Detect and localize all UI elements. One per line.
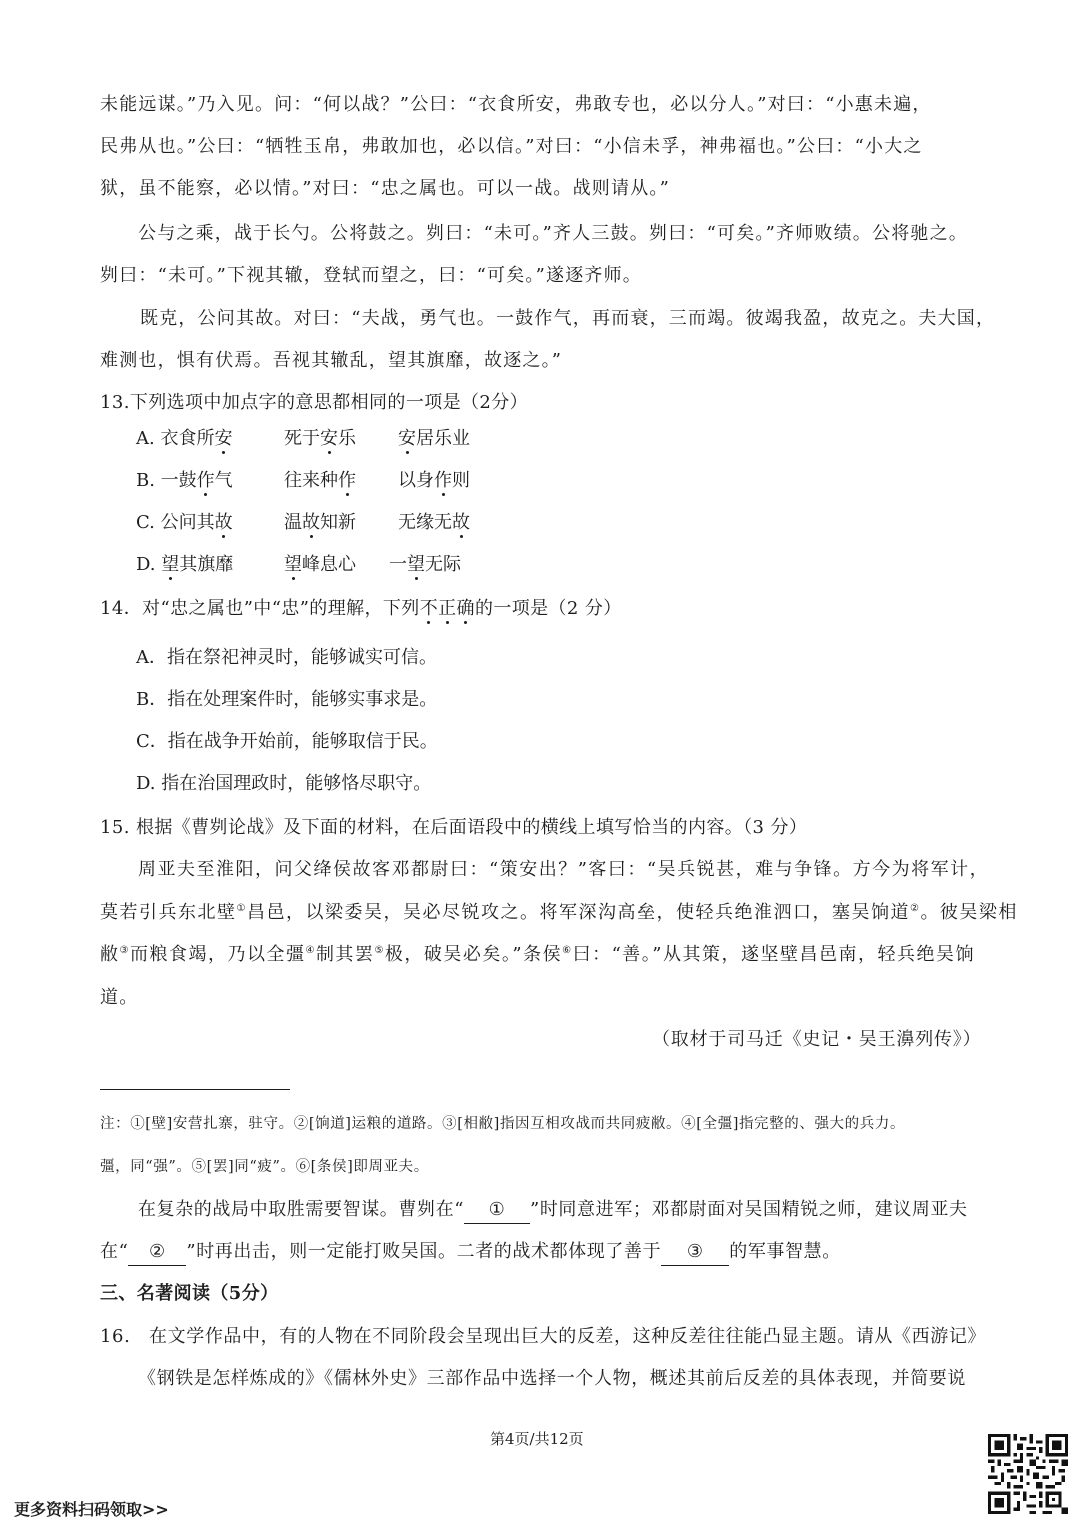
material-line: 道。 [100,987,139,1008]
q13-option-a-word2: 死于安乐 [284,428,356,449]
footnote-line: 注：①[壁]安营扎寨，驻守。②[饷道]运粮的道路。③[相敝]指因互相攻战而共同疲敝。④[全彊]指完整的、强大的兵力。 [100,1116,906,1132]
q14-option-c: C．指在战争开始前，能够取信于民。 [136,731,438,752]
footnote-divider [100,1089,290,1090]
passage-line: 未能远谋。”乃入见。问：“何以战？”公曰：“衣食所安，弗敢专也，必以分人。”对曰：“小惠未遍， [100,94,932,115]
question-15-stem: 15. 根据《曹刿论战》及下面的材料，在后面语段中的横线上填写恰当的内容。（3 分） [100,817,808,838]
passage-line: 民弗从也。”公曰：“牺牲玉帛，弗敢加也，必以信。”对曰：“小信未孚，神弗福也。”公曰：“小大之 [100,136,923,157]
q13-option-c-word3: 无缘无故 [398,512,470,533]
q13-option-c: C. 公问其故 [136,512,233,533]
q13-option-d-word2: 望峰息心 [284,554,356,575]
fill-paragraph-line: 在复杂的战局中取胜需要智谋。曹刿在“ ① ”时同意进军；邓都尉面对吴国精锐之师，建议周亚夫 [138,1197,968,1224]
section-3-title: 三、名著阅读（5分） [100,1283,279,1304]
question-16-line: 16. 在文学作品中，有的人物在不同阶段会呈现出巨大的反差，这种反差往往能凸显主题。请从《西游记》 [100,1326,987,1347]
q13-option-d: D. 望其旗靡 [136,554,234,575]
material-line: 莫若引兵东北壁①昌邑，以梁委吴，吴必尽锐攻之。将军深沟高垒，使轻兵绝淮泗口，塞吴饷道②。彼吴梁相 [100,902,1018,923]
material-line: 敝③而粮食竭，乃以全彊④制其罢⑤极，破吴必矣。”条侯⑥曰：“善。”从其策，遂坚壁昌邑南，轻兵绝吴饷 [100,944,975,965]
passage-line: 公与之乘，战于长勺。公将鼓之。刿曰：“未可。”齐人三鼓。刿曰：“可矣。”齐师败绩。公将驰之。 [138,223,969,244]
footnote-line: 彊，同“强”。⑤[罢]同“疲”。⑥[条侯]即周亚夫。 [100,1159,429,1175]
material-line: 周亚夫至淮阳，问父绛侯故客邓都尉曰：“策安出？”客曰：“吴兵锐甚，难与争锋。方今为将军计， [138,859,990,880]
passage-line: 既克，公问其故。对曰：“夫战，勇气也。一鼓作气，再而衰，三而竭。彼竭我盈，故克之。夫大国， [140,308,996,329]
q13-option-d-word3: 一望无际 [389,554,461,575]
fill-blank-3: ③ [661,1239,729,1266]
q14-option-b: B．指在处理案件时，能够实事求是。 [136,689,438,710]
passage-line: 狱，虽不能察，必以情。”对曰：“忠之属也。可以一战。战则请从。” [100,178,671,199]
q14-option-a: A．指在祭祀神灵时，能够诚实可信。 [136,647,437,668]
passage-line: 刿曰：“未可。”下视其辙，登轼而望之，曰：“可矣。”遂逐齐师。 [100,265,643,286]
page-number: 第4页/共12页 [490,1430,584,1448]
question-14-stem: 14．对“忠之属也”中“忠”的理解，下列不正确的一项是（2 分） [100,598,622,619]
fill-blank-2: ② [128,1239,186,1266]
fill-paragraph-line: 在“ ② ”时再出击，则一定能打败吴国。二者的战术都体现了善于 ③ 的军事智慧。 [100,1239,841,1266]
q13-option-b: B. 一鼓作气 [136,470,233,491]
material-source: （取材于司马迁《史记・吴王濞列传》） [652,1029,982,1050]
q13-option-c-word2: 温故知新 [284,512,356,533]
question-13-stem: 13.下列选项中加点字的意思都相同的一项是（2分） [100,392,529,413]
fill-blank-1: ① [464,1197,530,1224]
q13-option-b-word2: 往来种作 [284,470,356,491]
q13-option-b-word3: 以身作则 [398,470,470,491]
qr-code-icon[interactable] [988,1434,1068,1514]
q14-option-d: D. 指在治国理政时，能够恪尽职守。 [136,773,432,794]
q13-option-a-word3: 安居乐业 [398,428,470,449]
question-16-line: 《钢铁是怎样炼成的》《儒林外史》三部作品中选择一个人物，概述其前后反差的具体表现，并简要说 [138,1368,966,1389]
passage-line: 难测也，惧有伏焉。吾视其辙乱，望其旗靡，故逐之。” [100,350,563,371]
q13-option-a: A. 衣食所安 [136,428,233,449]
promo-text: 更多资料扫码领取>> [14,1500,169,1519]
